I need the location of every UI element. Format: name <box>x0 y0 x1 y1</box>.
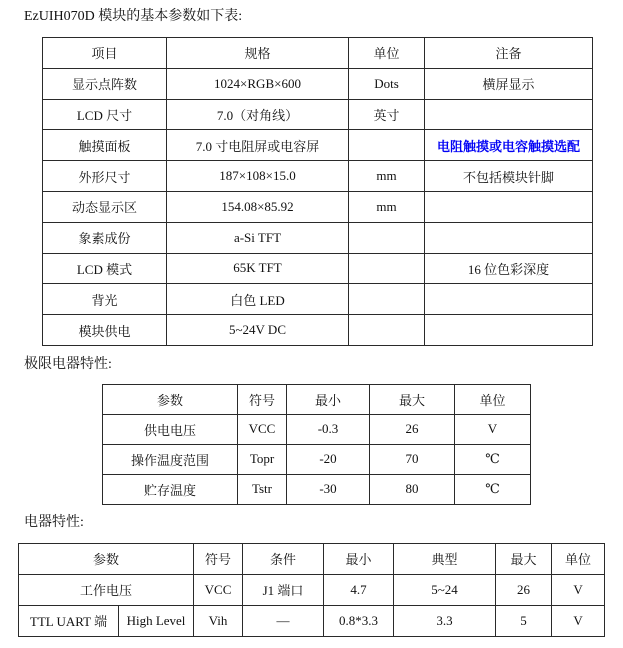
column-header: 规格 <box>167 38 349 69</box>
table-cell <box>425 99 593 130</box>
table-cell: VCC <box>194 574 243 605</box>
table-cell: Tstr <box>238 474 287 504</box>
page-title: EzUIH070D 模块的基本参数如下表: <box>24 9 243 24</box>
table-cell: 5~24V DC <box>167 315 349 346</box>
table-row <box>43 284 593 315</box>
section-title-electrical: 电器特性: <box>24 514 84 530</box>
table-cell: 5~24 <box>394 574 496 605</box>
table-cell: 7.0（对角线） <box>167 99 349 130</box>
table-cell: 象素成份 <box>43 222 167 253</box>
table-row <box>43 253 593 284</box>
table-cell: — <box>243 605 324 636</box>
table-row <box>103 414 531 444</box>
table-cell: 外形尺寸 <box>43 161 167 192</box>
table-cell: 操作温度范围 <box>103 444 238 474</box>
table-cell: 电阻触摸或电容触摸选配 <box>425 130 593 161</box>
table-cell: -0.3 <box>287 414 370 444</box>
table-cell <box>349 130 425 161</box>
limit-table-header <box>103 384 531 414</box>
table-cell: 7.0 寸电阻屏或电容屏 <box>167 130 349 161</box>
column-header: 注备 <box>425 38 593 69</box>
column-header: 单位 <box>349 38 425 69</box>
limit-table-body <box>103 414 531 504</box>
table-cell <box>425 222 593 253</box>
column-header: 项目 <box>43 38 167 69</box>
table-cell: 16 位色彩深度 <box>425 253 593 284</box>
electrical-table-body <box>19 574 605 636</box>
table-row <box>19 574 605 605</box>
table-cell: Vih <box>194 605 243 636</box>
electrical-characteristics-table <box>18 543 605 637</box>
table-cell: High Level <box>119 605 194 636</box>
column-header: 最小 <box>324 543 394 574</box>
column-header: 参数 <box>19 543 194 574</box>
column-header: 典型 <box>394 543 496 574</box>
column-header: 参数 <box>103 384 238 414</box>
table-cell: 背光 <box>43 284 167 315</box>
column-header: 符号 <box>194 543 243 574</box>
table-cell: LCD 尺寸 <box>43 99 167 130</box>
table-cell: 70 <box>370 444 455 474</box>
table-cell: 显示点阵数 <box>43 68 167 99</box>
basic-params-table <box>42 37 593 346</box>
header-row <box>19 543 605 574</box>
table-cell: mm <box>349 161 425 192</box>
table-cell: 26 <box>496 574 552 605</box>
table-cell: 154.08×85.92 <box>167 191 349 222</box>
table-cell: Dots <box>349 68 425 99</box>
column-header: 单位 <box>552 543 605 574</box>
table-row <box>103 444 531 474</box>
basic-params-body <box>43 68 593 345</box>
table-cell: 白色 LED <box>167 284 349 315</box>
table-cell: 80 <box>370 474 455 504</box>
table-cell <box>425 315 593 346</box>
table-cell: 工作电压 <box>19 574 194 605</box>
table-cell: V <box>552 605 605 636</box>
table-cell: LCD 模式 <box>43 253 167 284</box>
column-header: 最大 <box>370 384 455 414</box>
table-row <box>43 130 593 161</box>
table-cell <box>349 315 425 346</box>
table-cell: ℃ <box>455 474 531 504</box>
table-cell: 贮存温度 <box>103 474 238 504</box>
limit-characteristics-table <box>102 384 531 505</box>
header-row <box>103 384 531 414</box>
table-cell: 1024×RGB×600 <box>167 68 349 99</box>
spacer <box>0 346 623 356</box>
table-cell: 供电电压 <box>103 414 238 444</box>
table-cell <box>425 284 593 315</box>
table-cell <box>349 253 425 284</box>
table-cell: V <box>455 414 531 444</box>
section-title-limit: 极限电器特性: <box>24 356 112 372</box>
table-cell: -20 <box>287 444 370 474</box>
header-row <box>43 38 593 69</box>
table-cell: a-Si TFT <box>167 222 349 253</box>
table-cell: VCC <box>238 414 287 444</box>
basic-params-header <box>43 38 593 69</box>
table-cell: ℃ <box>455 444 531 474</box>
table-row <box>43 191 593 222</box>
table-cell: J1 端口 <box>243 574 324 605</box>
table-row <box>43 315 593 346</box>
table-cell: -30 <box>287 474 370 504</box>
table-row <box>43 161 593 192</box>
table-cell <box>425 191 593 222</box>
table-cell: 动态显示区 <box>43 191 167 222</box>
table-cell <box>349 284 425 315</box>
table-cell: Topr <box>238 444 287 474</box>
table-cell: 4.7 <box>324 574 394 605</box>
table-row <box>43 222 593 253</box>
table-cell: 横屏显示 <box>425 68 593 99</box>
table-cell: TTL UART 端 <box>19 605 119 636</box>
table-row <box>43 99 593 130</box>
table-cell: V <box>552 574 605 605</box>
table-cell: mm <box>349 191 425 222</box>
column-header: 条件 <box>243 543 324 574</box>
column-header: 最大 <box>496 543 552 574</box>
table-row <box>103 474 531 504</box>
column-header: 单位 <box>455 384 531 414</box>
spacer <box>0 505 623 514</box>
table-cell: 模块供电 <box>43 315 167 346</box>
table-cell: 3.3 <box>394 605 496 636</box>
table-row <box>43 68 593 99</box>
table-row <box>19 605 605 636</box>
table-cell: 65K TFT <box>167 253 349 284</box>
electrical-table-header <box>19 543 605 574</box>
column-header: 最小 <box>287 384 370 414</box>
table-cell: 触摸面板 <box>43 130 167 161</box>
table-cell: 5 <box>496 605 552 636</box>
table-cell <box>349 222 425 253</box>
table-cell: 0.8*3.3 <box>324 605 394 636</box>
table-cell: 26 <box>370 414 455 444</box>
column-header: 符号 <box>238 384 287 414</box>
table-cell: 不包括模块针脚 <box>425 161 593 192</box>
table-cell: 187×108×15.0 <box>167 161 349 192</box>
table-cell: 英寸 <box>349 99 425 130</box>
